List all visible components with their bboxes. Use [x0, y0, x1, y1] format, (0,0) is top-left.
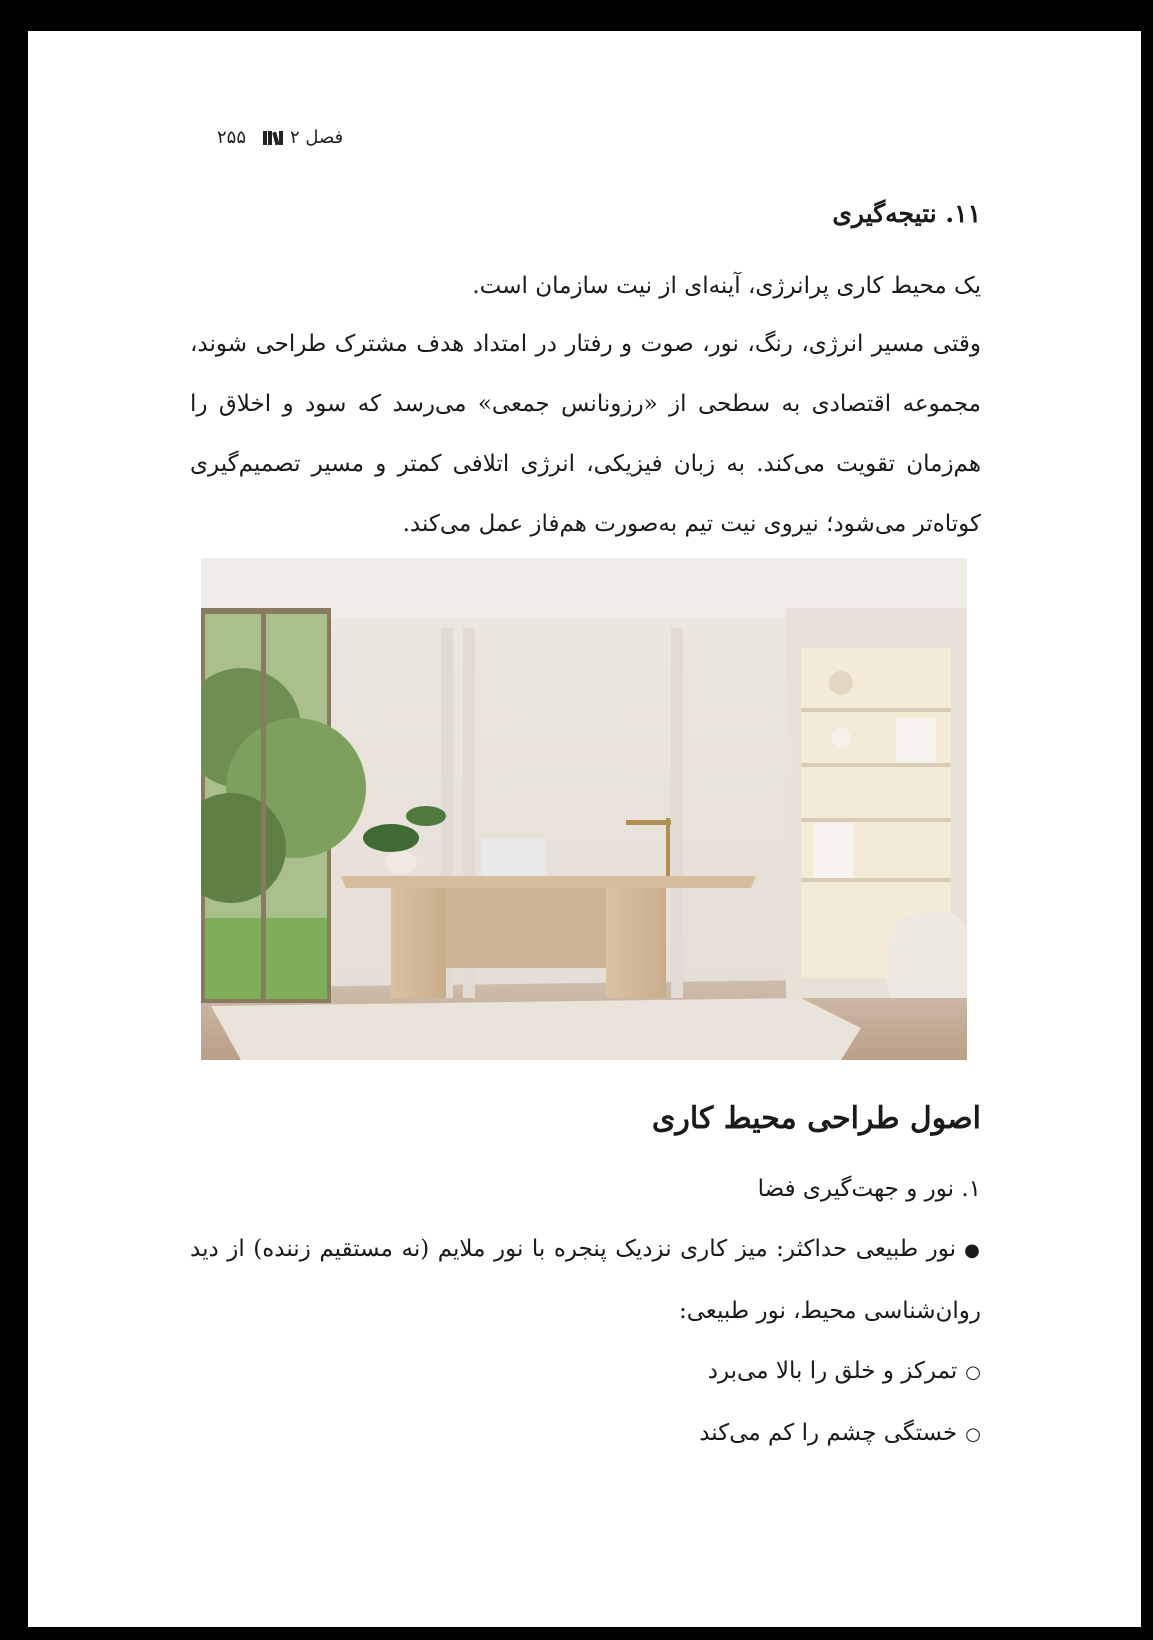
books-icon	[262, 130, 284, 146]
bullet-icon: ●	[964, 1240, 981, 1261]
circle-bullet-icon: ○	[965, 1362, 981, 1383]
bullet-item	[190, 1219, 981, 1341]
office-interior-photo	[201, 558, 967, 1060]
principles-heading: اصول طراحی محیط کاری	[651, 1101, 981, 1136]
section-title: ۱۱. نتیجه‌گیری	[832, 199, 981, 228]
bullet-text: نور طبیعی حداکثر: میز کاری نزدیک پنجره با نور ملایم (نه مستقیم زننده) از دید روان‌شناسی محیط، نور طبیعی:	[190, 1236, 981, 1324]
page-number: ۲۵۵	[217, 127, 247, 148]
sub-item	[190, 1341, 981, 1403]
principles-list	[190, 1159, 981, 1465]
circle-bullet-icon: ○	[965, 1424, 981, 1445]
sub-item-text: خستگی چشم را کم می‌کند	[699, 1420, 958, 1446]
chapter-label: فصل ۲	[290, 127, 344, 148]
list-item-1: ۱. نور و جهت‌گیری فضا	[757, 1176, 981, 1202]
intro-sentence: یک محیط کاری پرانرژی، آینه‌ای از نیت سازمان است.	[472, 273, 981, 299]
page-header	[217, 127, 343, 148]
body-paragraph: وقتی مسیر انرژی، رنگ، نور، صوت و رفتار در امتداد هدف مشترک طراحی شوند، مجموعه اقتصادی به سطحی از «رزونانس جمعی» می‌رسد که سود و اخلاق را هم‌زمان تقویت می‌کند. به زبان فیزیکی، انرژی اتلافی کمتر و مسیر تصمیم‌گیری کوتاه‌تر می‌شود؛ نیروی نیت تیم به‌صورت هم‌فاز عمل می‌کند.	[190, 331, 981, 537]
document-page	[28, 31, 1141, 1627]
office-illustration	[201, 558, 967, 1060]
sub-item-text: تمرکز و خلق را بالا می‌برد	[707, 1358, 958, 1384]
sub-item	[190, 1403, 981, 1465]
